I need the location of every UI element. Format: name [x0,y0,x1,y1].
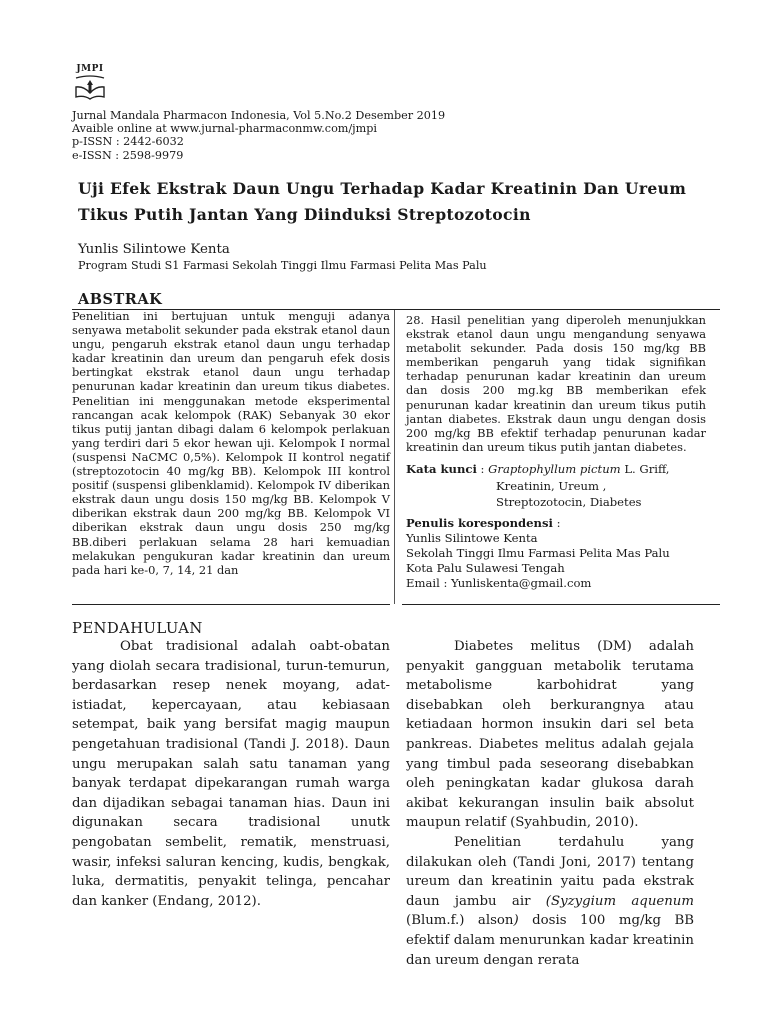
keywords-line-2: Kreatinin, Ureum , [496,478,607,493]
correspondence-name: Yunlis Silintowe Kenta [406,531,538,545]
keyword-species-authority: L. Griff, [620,462,670,476]
logo-emblem-icon [72,75,108,101]
introduction-right-column [406,637,694,970]
keyword-species: Graptophyllum pictum [488,462,621,476]
intro-paragraph-3 [406,833,694,970]
keywords-line-3: Streptozotocin, Diabetes [496,495,642,509]
keywords-block [406,461,726,511]
intro-p3-text-b: (Blum.f.) alson [406,913,514,929]
correspondence-colon: : [552,516,561,530]
abstract-bottom-rule-left [72,604,390,605]
introduction-heading: PENDAHULUAN [72,620,203,637]
correspondence-heading: Penulis korespondensi [406,516,553,530]
correspondence-email: Email : Yunliskenta@gmail.com [406,576,592,590]
author-affiliation: Program Studi S1 Farmasi Sekolah Tinggi Ilmu Farmasi Pelita Mas Palu [78,259,487,272]
journal-citation: Jurnal Mandala Pharmacon Indonesia, Vol 5.No.2 Desember 2019 [72,109,446,122]
keywords-separator: : [476,462,489,476]
online-availability: Avaible online at www.jurnal-pharmaconmw.com/jmpi [72,122,377,136]
intro-p3-text-c: dosis 100 mg/kg BB efektif dalam menurunkan kadar kreatinin dan ureum dengan rerata [406,913,694,968]
abstract-bottom-rule-right [402,604,720,605]
intro-p3-paren: ) [513,913,519,929]
intro-p3-text-a: Penelitian terdahulu yang dilakukan oleh (Tandi Joni, 2017) tentang ureum dan kreatinin yaitu pada ekstrak daun jambu air [406,834,694,909]
correspondence-block [406,516,726,591]
title-line-1: Uji Efek Ekstrak Daun Ungu Terhadap Kadar Kreatinin Dan Ureum [78,179,687,198]
electronic-issn: e-ISSN : 2598-9979 [72,148,184,162]
introduction-left-column [72,637,390,911]
author-name: Yunlis Silintowe Kenta [78,242,230,257]
title-line-2: Tikus Putih Jantan Yang Diinduksi Streptozotocin [78,205,531,224]
intro-paragraph-2: Diabetes melitus (DM) adalah penyakit gangguan metabolik terutama metabolisme karbohidrat yang disebabkan oleh berkurangnya atau ketiadaan hormon insukin dari sel beta pankreas. Diabetes melitus adalah gejala yang timbul pada seseorang disebabkan oleh peningkatan kadar glukosa darah akibat kekurangan insulin baik absolut maupun relatif (Syahbudin, 2010). [406,639,694,831]
print-issn: p-ISSN : 2442-6032 [72,135,184,149]
article-title [78,176,718,228]
journal-logo [72,64,116,101]
logo-text: JMPI [76,64,104,74]
abstract-left-column: Penelitian ini bertujuan untuk menguji adanya senyawa metabolit sekunder pada ekstrak etanol daun ungu, pengaruh ekstrak etanol daun ungu terhadap kadar kreatinin dan ureum dan pengaruh efek dosis bertingkat ekstrak etanol daun ungu terhadap penurunan kadar kreatinin dan ureum tikus diabetes. Penelitian ini menggunakan metode eksperimental rancangan acak kelompok (RAK) Sebanyak 30 ekor tikus putij jantan dibagi dalam 6 kelompok perlakuan yang terdiri dari 5 ekor hewan uji. Kelompok I normal (suspensi NaCMC 0,5%). Kelompok II kontrol negatif (streptozotocin 40 mg/kg BB). Kelompok III kontrol positif (suspensi glibenklamid). Kelompok IV diberikan ekstrak daun ungu dosis 150 mg/kg BB. Kelompok V diberikan ekstrak daun 200 mg/kg BB. Kelompok VI diberikan ekstrak daun ungu dosis 250 mg/kg BB.diberi perlakuan selama 28 hari kemuadian melakukan pengukuran kadar kreatinin dan ureum pada hari ke-0, 7, 14, 21 dan [72,309,390,577]
journal-meta [72,109,572,162]
correspondence-institution: Sekolah Tinggi Ilmu Farmasi Pelita Mas Palu [406,546,670,560]
intro-p3-species: (Syzygium aquenum [545,893,694,909]
intro-paragraph-1: Obat tradisional adalah oabt-obatan yang diolah secara tradisional, turun-temurun, berdasarkan resep nenek moyang, adat-istiadat, kepercayaan, atau kebiasaan setempat, baik yang bersifat magig maupun pengetahuan tradisional (Tandi J. 2018). Daun ungu merupakan salah satu tanaman yang banyak terdapat dipekarangan rumah warga dan dijadikan sebagai tanaman hias. Daun ini digunakan secara tradisional unutk pengobatan sembelit, rematik, menstruasi, wasir, infeksi saluran kencing, kudis, bengkak, luka, dermatitis, penyakit telinga, pencahar dan kanker (Endang, 2012). [72,639,390,909]
keywords-label: Kata kunci [406,462,477,476]
abstract-column-divider [394,310,395,604]
abstract-right-column: 28. Hasil penelitian yang diperoleh menunjukkan ekstrak etanol daun ungu mengandung senyawa metabolit sekunder. Pada dosis 150 mg/kg BB memberikan pengaruh yang tidak signifikan terhadap penurunan kadar kreatinin dan ureum dan dosis 200 mg.kg BB memberikan efek penurunan kadar kreatinin dan ureum tikus putih jantan diabetes. Ekstrak daun ungu dengan dosis 200 mg/kg BB efektif terhadap penurunan kadar kreatinin dan ureum tikus putih jantan diabetes. [406,313,706,454]
correspondence-city: Kota Palu Sulawesi Tengah [406,561,565,575]
abstract-heading: ABSTRAK [78,291,163,308]
